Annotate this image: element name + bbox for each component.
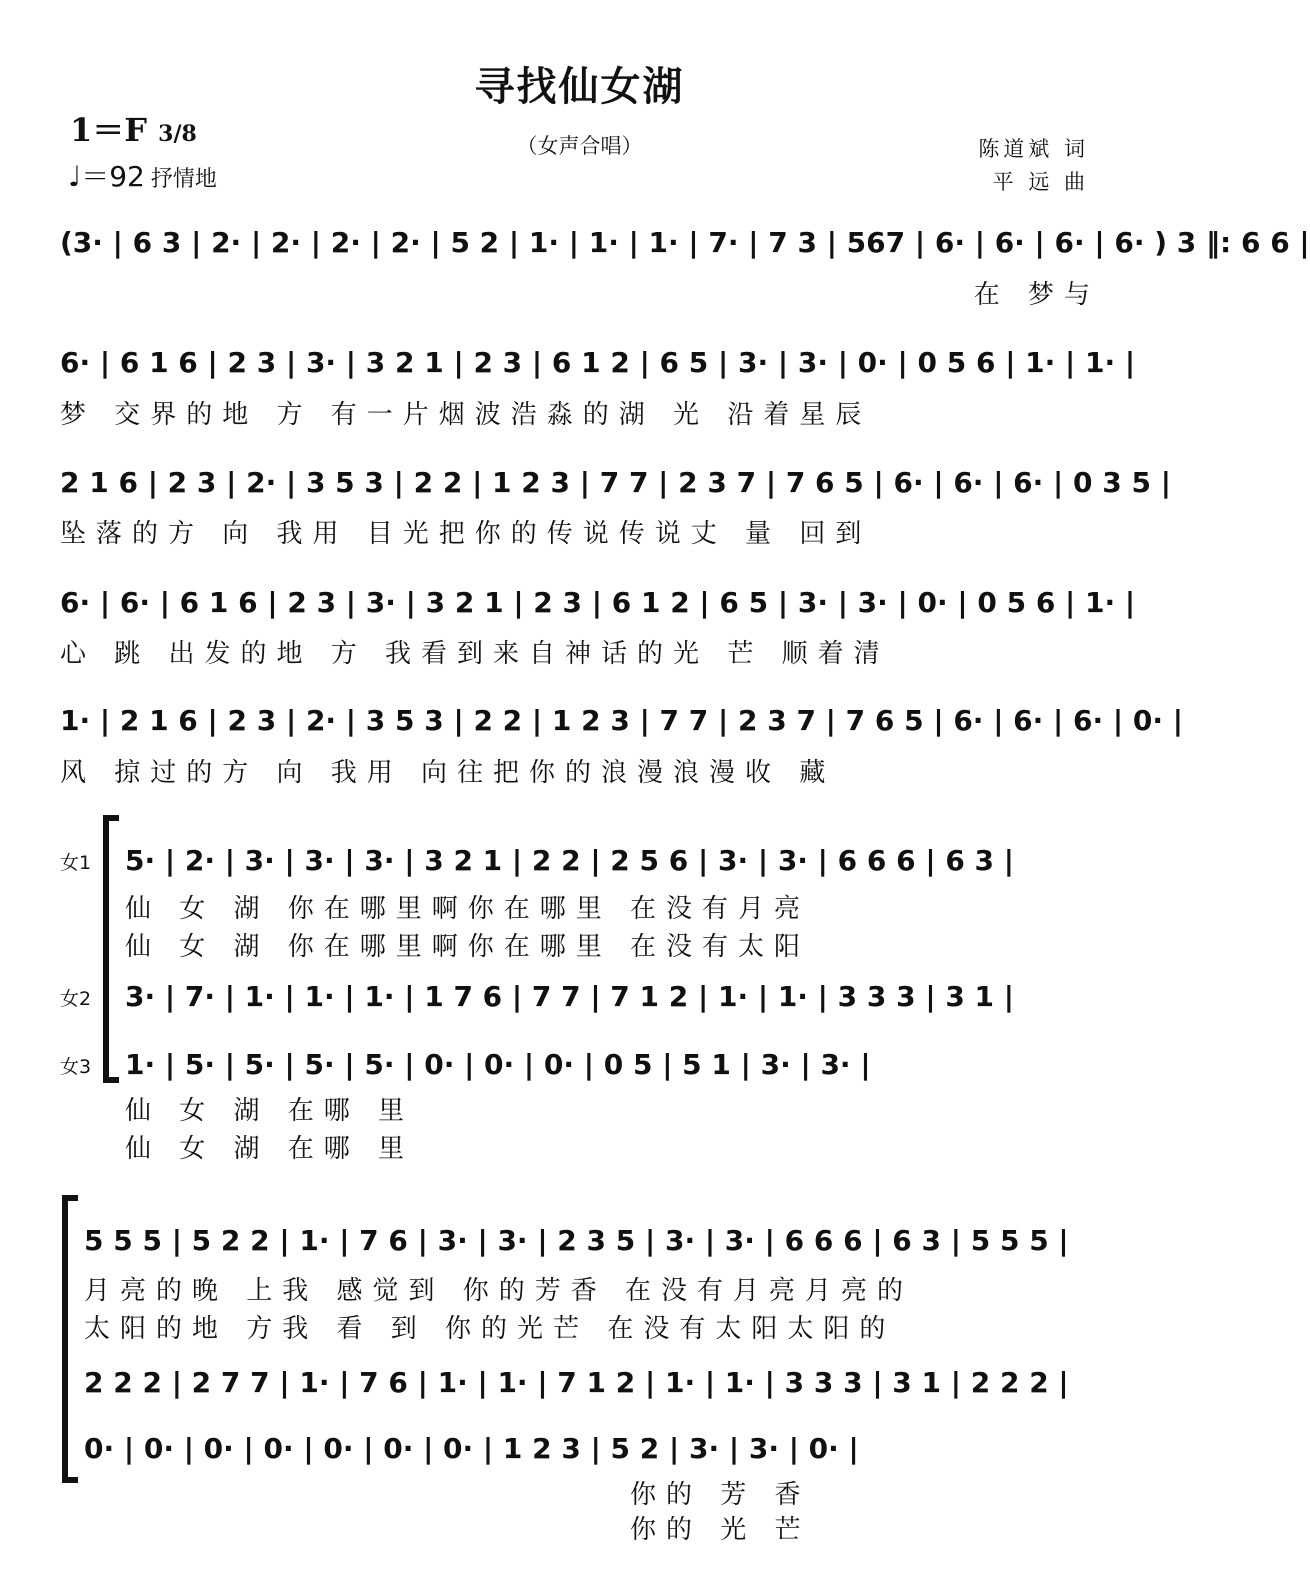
chorus1-voice1-lyric-b: 仙 女 湖 你在哪里啊你在哪里 在没有太阳 <box>125 931 811 962</box>
tempo-value: ＝92 <box>81 160 145 193</box>
key-signature <box>70 105 197 151</box>
chorus2-voice1-lyric-a: 月亮的晚 上我 感觉到 你的芳香 在没有月亮月亮的 <box>84 1275 914 1306</box>
bracket-top-2 <box>62 1195 78 1201</box>
system-bracket <box>103 818 109 1080</box>
chorus2-voice1-lyric-b: 太阳的地 方我 看 到 你的光芒 在没有太阳太阳的 <box>84 1313 896 1344</box>
chorus1-voice1-lyric-a: 仙 女 湖 你在哪里啊你在哪里 在没有月亮 <box>125 893 811 924</box>
chorus2-voice2-score: 2 2 2 | 2 7 7 | 1· | 7 6 | 1· | 1· | 7 1 2 | 1· | 1· | 3 3 3 | 3 1 | 2 2 2 | <box>84 1365 1069 1399</box>
bracket-bottom <box>103 1077 119 1083</box>
time-signature: 3/8 <box>158 121 197 147</box>
system-3-score: 2 1 6 | 2 3 | 2· | 3 5 3 | 2 2 | 1 2 3 | 7 7 | 2 3 7 | 7 6 5 | 6· | 6· | 6· | 0 3 5 | <box>60 465 1171 499</box>
voice-label-3: 女3 <box>60 1056 92 1078</box>
system-1-lyric: 在 梦与 <box>973 279 1100 310</box>
system-2-score: 6· | 6 1 6 | 2 3 | 3· | 3 2 1 | 2 3 | 6 1 2 | 6 5 | 3· | 3· | 0· | 0 5 6 | 1· | 1· | <box>60 345 1136 379</box>
key-text: 1＝F <box>70 111 147 149</box>
system-4-lyric: 心 跳 出发的地 方 我看到来自神话的光 芒 顺着清 <box>60 638 890 669</box>
system-1-score: (3· | 6 3 | 2· | 2· | 2· | 2· | 5 2 | 1· | 1· | 1· | 7· | 7 3 | 567 | 6· | 6· | 6· | 6· ) 3 ‖: 6 6 | <box>60 225 1310 259</box>
chorus2-voice3-lyric-a: 你的 芳 香 <box>630 1479 811 1510</box>
system-bracket-2 <box>62 1198 68 1480</box>
tempo-marking <box>68 155 217 195</box>
system-5-score: 1· | 2 1 6 | 2 3 | 2· | 3 5 3 | 2 2 | 1 2 3 | 7 7 | 2 3 7 | 7 6 5 | 6· | 6· | 6· | 0· | <box>60 703 1183 737</box>
quarter-note-icon: ♩ <box>68 160 82 193</box>
voice-label-2: 女2 <box>60 988 92 1010</box>
system-3-lyric: 坠落的方 向 我用 目光把你的传说传说丈 量 回到 <box>60 518 872 549</box>
page-title: 寻找仙女湖 <box>474 64 685 110</box>
system-5-lyric: 风 掠过的方 向 我用 向往把你的浪漫浪漫收 藏 <box>60 757 836 788</box>
chorus2-voice3-lyric-b: 你的 光 芒 <box>630 1514 811 1545</box>
composer-credit: 平 远 曲 <box>992 170 1089 194</box>
chorus1-voice3-lyric-b: 仙 女 湖 在哪 里 <box>125 1133 415 1164</box>
bracket-top <box>103 815 119 821</box>
chorus1-voice3-lyric-a: 仙 女 湖 在哪 里 <box>125 1095 415 1126</box>
tempo-term: 抒情地 <box>150 167 217 192</box>
lyricist-credit: 陈道斌 词 <box>978 137 1089 161</box>
chorus1-voice1-score: 5· | 2· | 3· | 3· | 3· | 3 2 1 | 2 2 | 2 5 6 | 3· | 3· | 6 6 6 | 6 3 | <box>125 843 1015 877</box>
system-4-score: 6· | 6· | 6 1 6 | 2 3 | 3· | 3 2 1 | 2 3 | 6 1 2 | 6 5 | 3· | 3· | 0· | 0 5 6 | 1· | <box>60 585 1136 619</box>
chorus1-voice2-score: 3· | 7· | 1· | 1· | 1· | 1 7 6 | 7 7 | 7 1 2 | 1· | 1· | 3 3 3 | 3 1 | <box>125 979 1015 1013</box>
system-2-lyric: 梦 交界的地 方 有一片烟波浩淼的湖 光 沿着星辰 <box>60 399 872 430</box>
subtitle: （女声合唱） <box>516 134 643 158</box>
chorus2-voice3-score: 0· | 0· | 0· | 0· | 0· | 0· | 0· | 1 2 3 | 5 2 | 3· | 3· | 0· | <box>84 1431 859 1465</box>
voice-label-1: 女1 <box>60 852 92 874</box>
bracket-bottom-2 <box>62 1477 78 1483</box>
chorus2-voice1-score: 5 5 5 | 5 2 2 | 1· | 7 6 | 3· | 3· | 2 3 5 | 3· | 3· | 6 6 6 | 6 3 | 5 5 5 | <box>84 1223 1069 1257</box>
chorus1-voice3-score: 1· | 5· | 5· | 5· | 5· | 0· | 0· | 0· | 0 5 | 5 1 | 3· | 3· | <box>125 1047 871 1081</box>
